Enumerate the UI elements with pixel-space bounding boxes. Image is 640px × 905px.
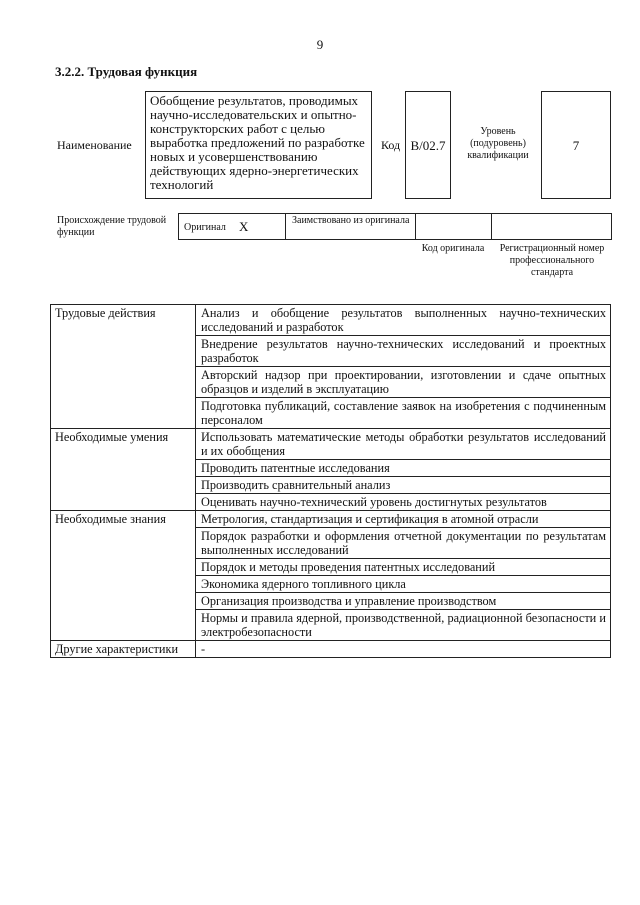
section-item: Оценивать научно-технический уровень достигнутых результатов — [196, 494, 611, 511]
section-item: Производить сравнительный анализ — [196, 477, 611, 494]
name-value: Обобщение результатов, проводимых научно-исследовательских и опытно-конструкторских работ с целью выработка предложений по разработке новых и усовершенствованию действующих ядерно-энергетических технологий — [150, 93, 365, 192]
section-item: Порядок разработки и оформления отчетной документации по результатам выполненных исследований — [196, 528, 611, 559]
table-row — [51, 641, 611, 658]
origin-label: Происхождение трудовой функции — [57, 215, 167, 238]
section-item: Организация производства и управление производством — [196, 593, 611, 610]
level-value: 7 — [572, 138, 580, 153]
section-item: Анализ и обобщение результатов выполненных научно-технических исследований и разработок — [196, 305, 611, 336]
section-label: Необходимые знания — [51, 511, 196, 641]
section-label: Другие характеристики — [51, 641, 196, 658]
section-item: Экономика ядерного топливного цикла — [196, 576, 611, 593]
name-value-box — [145, 91, 372, 199]
code-value-box — [405, 91, 451, 199]
page-number: 9 — [316, 37, 324, 52]
origin-divider — [491, 213, 492, 240]
reg-caption: Регистрационный номер профессионального стандарта — [499, 243, 605, 278]
original-label: Оригинал — [184, 222, 226, 233]
level-label: Уровень (подуровень) квалификации — [467, 126, 529, 161]
borrowed-label: Заимствовано из оригинала — [292, 215, 410, 226]
section-label: Трудовые действия — [51, 305, 196, 429]
section-item: Нормы и правила ядерной, производственной, радиационной безопасности и электробезопасности — [196, 610, 611, 641]
section-heading: 3.2.2. Трудовая функция — [55, 64, 198, 79]
function-table — [50, 304, 611, 658]
section-item: Метрология, стандартизация и сертификация в атомной отрасли — [196, 511, 611, 528]
code-label: Код — [381, 138, 401, 152]
original-mark: X — [239, 219, 249, 234]
section-item: Проводить патентные исследования — [196, 460, 611, 477]
section-item: - — [196, 641, 611, 658]
section-item: Внедрение результатов научно-технических исследований и проектных разработок — [196, 336, 611, 367]
section-item: Порядок и методы проведения патентных исследований — [196, 559, 611, 576]
name-label: Наименование — [57, 138, 132, 152]
section-item: Использовать математические методы обработки результатов исследований и их обобщения — [196, 429, 611, 460]
table-row — [51, 429, 611, 460]
table-row — [51, 305, 611, 336]
code-caption: Код оригинала — [421, 243, 485, 254]
section-item: Авторский надзор при проектировании, изготовлении и сдаче опытных образцов и изделий в эксплуатацию — [196, 367, 611, 398]
origin-divider — [415, 213, 416, 240]
level-value-box — [541, 91, 611, 199]
origin-divider — [285, 213, 286, 240]
code-value: B/02.7 — [410, 138, 446, 153]
section-label: Необходимые умения — [51, 429, 196, 511]
table-row — [51, 511, 611, 528]
section-item: Подготовка публикаций, составление заявок на изобретения с подчиненным персоналом — [196, 398, 611, 429]
